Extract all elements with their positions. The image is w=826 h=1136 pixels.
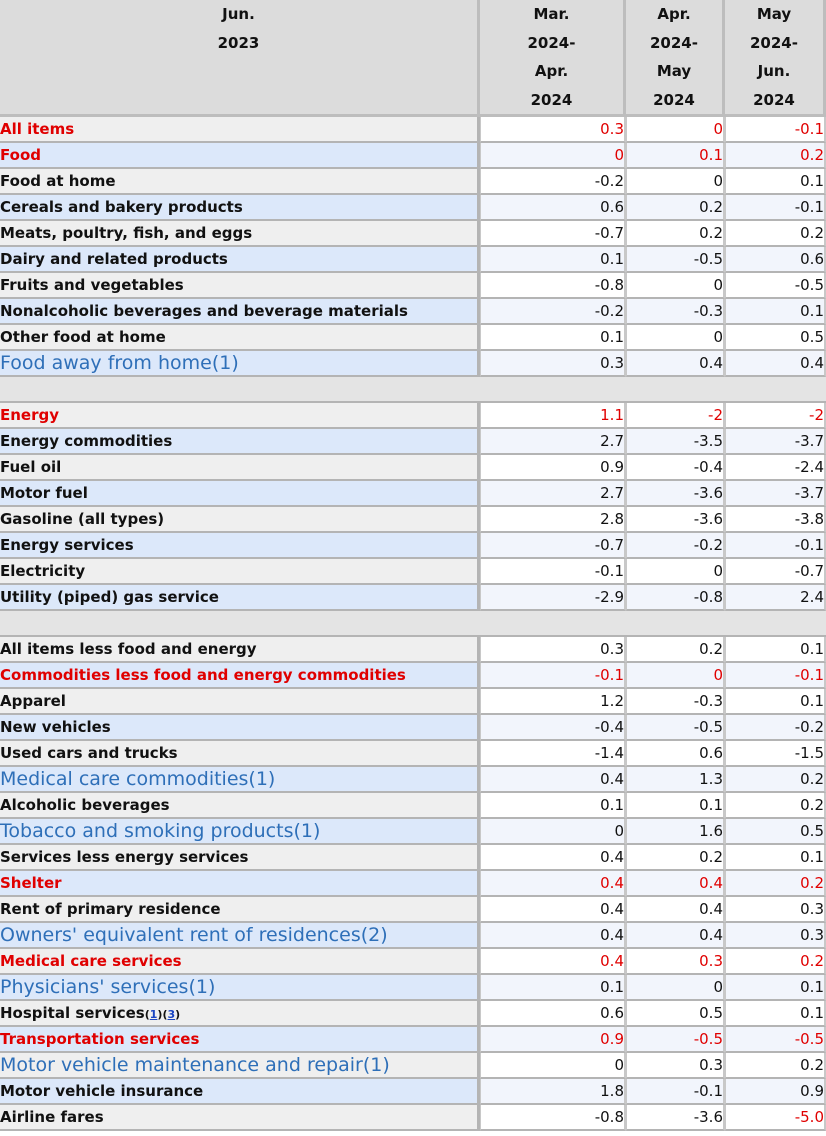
table-row bbox=[0, 663, 826, 689]
value-cell: 0.4 bbox=[725, 351, 826, 377]
header-col-line: 2024- bbox=[650, 33, 698, 52]
table-row bbox=[0, 819, 826, 845]
value-cell: 2.8 bbox=[480, 507, 626, 533]
table-row bbox=[0, 325, 826, 351]
row-label-text: Meats, poultry, fish, and eggs bbox=[0, 224, 253, 242]
value-cell: 0.5 bbox=[626, 1001, 725, 1027]
row-label bbox=[0, 143, 480, 169]
value-cell: 0 bbox=[626, 975, 725, 1001]
value-cell: 0.4 bbox=[480, 923, 626, 949]
row-label bbox=[0, 299, 480, 325]
value-cell: -0.7 bbox=[725, 559, 826, 585]
row-label-text: Food bbox=[0, 146, 41, 164]
header-col-line: May bbox=[756, 5, 792, 23]
row-label bbox=[0, 195, 480, 221]
value-cell: -0.5 bbox=[725, 1027, 826, 1053]
row-label bbox=[0, 637, 480, 663]
value-cell: 0.1 bbox=[725, 637, 826, 663]
value-cell: -3.6 bbox=[626, 507, 725, 533]
row-label-text: Medical care services bbox=[0, 952, 182, 970]
value-cell: -0.1 bbox=[480, 559, 626, 585]
value-cell: 0 bbox=[626, 559, 725, 585]
value-cell: -0.1 bbox=[725, 663, 826, 689]
row-label-text: Utility (piped) gas service bbox=[0, 588, 219, 606]
value-cell: -0.5 bbox=[626, 247, 725, 273]
spacer-cell bbox=[0, 611, 826, 637]
value-cell: 2.7 bbox=[480, 481, 626, 507]
row-label bbox=[0, 1105, 480, 1131]
value-cell: -3.6 bbox=[626, 1105, 725, 1131]
row-label bbox=[0, 741, 480, 767]
header-col-line: 2024- bbox=[527, 33, 576, 52]
value-cell: 0.3 bbox=[480, 351, 626, 377]
value-cell: -0.3 bbox=[626, 299, 725, 325]
row-label-text: Cereals and bakery products bbox=[0, 198, 243, 216]
value-cell: 0.9 bbox=[480, 1027, 626, 1053]
footnote-group: (1)(3) bbox=[144, 1008, 181, 1021]
value-cell: 0.1 bbox=[480, 793, 626, 819]
row-label bbox=[0, 559, 480, 585]
value-cell: -0.1 bbox=[725, 533, 826, 559]
row-label-text[interactable]: Physicians' services(1) bbox=[0, 976, 216, 998]
row-label-text: Used cars and trucks bbox=[0, 744, 178, 762]
value-cell: -2.4 bbox=[725, 455, 826, 481]
footnote-link[interactable]: 1 bbox=[149, 1008, 158, 1021]
table-row bbox=[0, 923, 826, 949]
table-row bbox=[0, 689, 826, 715]
row-label bbox=[0, 325, 480, 351]
value-cell: -0.5 bbox=[626, 715, 725, 741]
value-cell: 0.2 bbox=[626, 221, 725, 247]
table-row bbox=[0, 169, 826, 195]
value-cell: 0.3 bbox=[725, 923, 826, 949]
row-label-text: Dairy and related products bbox=[0, 250, 228, 268]
table-row bbox=[0, 143, 826, 169]
value-cell: -2.9 bbox=[480, 585, 626, 611]
row-label[interactable] bbox=[0, 819, 480, 845]
header-col-line: 2024 bbox=[530, 90, 573, 109]
value-cell: 0.4 bbox=[626, 351, 725, 377]
row-label bbox=[0, 715, 480, 741]
table-row bbox=[0, 429, 826, 455]
table-row bbox=[0, 637, 826, 663]
value-cell: -0.5 bbox=[725, 273, 826, 299]
row-label-text: Food at home bbox=[0, 172, 116, 190]
header-col-line: Jun. bbox=[757, 62, 791, 80]
value-cell: -0.4 bbox=[480, 715, 626, 741]
row-label bbox=[0, 117, 480, 143]
value-cell: 0.2 bbox=[725, 949, 826, 975]
value-cell: 0.4 bbox=[480, 871, 626, 897]
value-cell: -0.2 bbox=[480, 169, 626, 195]
header-col-line: Mar. bbox=[533, 5, 570, 23]
value-cell: -2 bbox=[626, 403, 725, 429]
value-cell: 0.6 bbox=[626, 741, 725, 767]
value-cell: -3.6 bbox=[626, 481, 725, 507]
value-cell: 0.3 bbox=[626, 1053, 725, 1079]
row-label[interactable] bbox=[0, 975, 480, 1001]
table-row bbox=[0, 715, 826, 741]
value-cell: -0.1 bbox=[480, 663, 626, 689]
value-cell: 0.1 bbox=[725, 689, 826, 715]
row-label bbox=[0, 403, 480, 429]
value-cell: -1.5 bbox=[725, 741, 826, 767]
row-label bbox=[0, 1079, 480, 1105]
value-cell: -3.7 bbox=[725, 481, 826, 507]
header-col-line: 2024 bbox=[653, 90, 695, 109]
value-cell: 0.5 bbox=[725, 819, 826, 845]
row-label-text[interactable]: Tobacco and smoking products(1) bbox=[0, 820, 321, 842]
row-label bbox=[0, 533, 480, 559]
row-label bbox=[0, 949, 480, 975]
table-row bbox=[0, 481, 826, 507]
row-label-text: Energy commodities bbox=[0, 432, 173, 450]
value-cell: -0.2 bbox=[626, 533, 725, 559]
value-cell: 0 bbox=[480, 819, 626, 845]
table-row bbox=[0, 897, 826, 923]
table-row bbox=[0, 1001, 826, 1027]
value-cell: 0.6 bbox=[725, 247, 826, 273]
table-row bbox=[0, 507, 826, 533]
value-cell: 0.1 bbox=[725, 299, 826, 325]
header-label-line: 2023 bbox=[217, 33, 260, 52]
value-cell: 0.2 bbox=[725, 767, 826, 793]
row-label bbox=[0, 689, 480, 715]
row-label[interactable] bbox=[0, 351, 480, 377]
value-cell: 0.1 bbox=[626, 143, 725, 169]
row-label-text: Hospital services bbox=[0, 1004, 145, 1022]
table-row bbox=[0, 845, 826, 871]
table-row bbox=[0, 299, 826, 325]
value-cell: -0.5 bbox=[626, 1027, 725, 1053]
value-cell: 1.2 bbox=[480, 689, 626, 715]
value-cell: 0.4 bbox=[480, 949, 626, 975]
row-label-text: Energy services bbox=[0, 536, 134, 554]
row-label bbox=[0, 897, 480, 923]
row-label-text: Services less energy services bbox=[0, 848, 249, 866]
value-cell: -5.0 bbox=[725, 1105, 826, 1131]
table-row bbox=[0, 273, 826, 299]
value-cell: 1.6 bbox=[626, 819, 725, 845]
row-label bbox=[0, 1001, 480, 1027]
table-row bbox=[0, 1105, 826, 1131]
value-cell: 0 bbox=[480, 143, 626, 169]
row-label[interactable] bbox=[0, 767, 480, 793]
value-cell: 0 bbox=[626, 273, 725, 299]
row-label-text: Airline fares bbox=[0, 1108, 104, 1126]
value-cell: 0 bbox=[626, 663, 725, 689]
value-cell: 1.8 bbox=[480, 1079, 626, 1105]
table-row bbox=[0, 1053, 826, 1079]
table-body bbox=[0, 117, 826, 1131]
value-cell: 1.1 bbox=[480, 403, 626, 429]
value-cell: 0.3 bbox=[480, 637, 626, 663]
row-label[interactable] bbox=[0, 1053, 480, 1079]
value-cell: 0.2 bbox=[626, 845, 725, 871]
table-row bbox=[0, 351, 826, 377]
value-cell: 0.4 bbox=[626, 923, 725, 949]
row-label-text[interactable]: Motor vehicle maintenance and repair(1) bbox=[0, 1054, 390, 1076]
table-row bbox=[0, 871, 826, 897]
row-label-text: New vehicles bbox=[0, 718, 111, 736]
table-row bbox=[0, 533, 826, 559]
value-cell: -0.3 bbox=[626, 689, 725, 715]
value-cell: -0.8 bbox=[480, 273, 626, 299]
row-label-text: Apparel bbox=[0, 692, 66, 710]
spacer-cell bbox=[0, 377, 826, 403]
header-col-line: 2024- bbox=[750, 33, 798, 52]
row-label-text: Other food at home bbox=[0, 328, 166, 346]
value-cell: 0.4 bbox=[480, 767, 626, 793]
table-row bbox=[0, 559, 826, 585]
row-label bbox=[0, 663, 480, 689]
row-label-text: Fruits and vegetables bbox=[0, 276, 184, 294]
value-cell: 0.2 bbox=[626, 195, 725, 221]
value-cell: 0.2 bbox=[725, 793, 826, 819]
value-cell: -0.2 bbox=[725, 715, 826, 741]
value-cell: 0.4 bbox=[480, 897, 626, 923]
row-label bbox=[0, 247, 480, 273]
value-cell: 0.1 bbox=[725, 1001, 826, 1027]
row-label-text: Electricity bbox=[0, 562, 86, 580]
value-cell: 0.6 bbox=[480, 195, 626, 221]
row-label bbox=[0, 429, 480, 455]
value-cell: 0 bbox=[626, 325, 725, 351]
value-cell: 0.5 bbox=[725, 325, 826, 351]
table-row bbox=[0, 585, 826, 611]
header-col-line: Apr. bbox=[534, 62, 569, 80]
value-cell: 0.1 bbox=[480, 247, 626, 273]
value-cell: 0 bbox=[626, 169, 725, 195]
value-cell: -3.8 bbox=[725, 507, 826, 533]
value-cell: -0.7 bbox=[480, 533, 626, 559]
value-cell: 0.4 bbox=[626, 871, 725, 897]
header-row bbox=[0, 0, 826, 117]
header-col-may-jun bbox=[725, 0, 826, 117]
table-row bbox=[0, 793, 826, 819]
value-cell: 0.4 bbox=[480, 845, 626, 871]
value-cell: -0.1 bbox=[725, 195, 826, 221]
row-label-text: All items bbox=[0, 120, 75, 138]
table-row bbox=[0, 741, 826, 767]
value-cell: -3.7 bbox=[725, 429, 826, 455]
header-label-line: Jun. bbox=[222, 5, 255, 23]
value-cell: 0.2 bbox=[725, 143, 826, 169]
value-cell: 0.1 bbox=[725, 845, 826, 871]
value-cell: 0 bbox=[626, 117, 725, 143]
row-label-text: Shelter bbox=[0, 874, 62, 892]
value-cell: 0.1 bbox=[480, 325, 626, 351]
spacer-row bbox=[0, 611, 826, 637]
row-label-text: Gasoline (all types) bbox=[0, 510, 165, 528]
table-row bbox=[0, 403, 826, 429]
row-label bbox=[0, 585, 480, 611]
value-cell: 0.3 bbox=[480, 117, 626, 143]
row-label bbox=[0, 273, 480, 299]
table-row bbox=[0, 247, 826, 273]
value-cell: -0.8 bbox=[626, 585, 725, 611]
value-cell: 0.1 bbox=[725, 975, 826, 1001]
row-label bbox=[0, 169, 480, 195]
value-cell: 0.2 bbox=[725, 1053, 826, 1079]
value-cell: -0.4 bbox=[626, 455, 725, 481]
table-row bbox=[0, 1027, 826, 1053]
value-cell: 0.6 bbox=[480, 1001, 626, 1027]
row-label-text: Motor vehicle insurance bbox=[0, 1082, 204, 1100]
row-label bbox=[0, 481, 480, 507]
table-row bbox=[0, 975, 826, 1001]
value-cell: 0.1 bbox=[725, 169, 826, 195]
row-label-text: Energy bbox=[0, 406, 60, 424]
value-cell: -2 bbox=[725, 403, 826, 429]
header-label-cell bbox=[0, 0, 480, 117]
row-label-text: Nonalcoholic beverages and beverage materials bbox=[0, 302, 408, 320]
row-label-text: Motor fuel bbox=[0, 484, 88, 502]
table-row bbox=[0, 1079, 826, 1105]
value-cell: 0.2 bbox=[725, 221, 826, 247]
value-cell: 0.2 bbox=[725, 871, 826, 897]
row-label-text[interactable]: Food away from home(1) bbox=[0, 352, 239, 374]
value-cell: -3.5 bbox=[626, 429, 725, 455]
spacer-row bbox=[0, 377, 826, 403]
row-label-text: All items less food and energy bbox=[0, 640, 257, 658]
row-label-text: Alcoholic beverages bbox=[0, 796, 170, 814]
row-label-text: Transportation services bbox=[0, 1030, 200, 1048]
value-cell: 0.1 bbox=[626, 793, 725, 819]
header-col-line: 2024 bbox=[753, 90, 795, 109]
value-cell: -1.4 bbox=[480, 741, 626, 767]
table-row bbox=[0, 117, 826, 143]
row-label bbox=[0, 455, 480, 481]
table-row bbox=[0, 455, 826, 481]
footnote-link[interactable]: 3 bbox=[167, 1008, 176, 1021]
value-cell: 2.4 bbox=[725, 585, 826, 611]
header-col-line: Apr. bbox=[657, 5, 691, 23]
row-label-text: Rent of primary residence bbox=[0, 900, 221, 918]
value-cell: -0.1 bbox=[626, 1079, 725, 1105]
row-label bbox=[0, 793, 480, 819]
header-col-line: May bbox=[656, 62, 692, 80]
header-col-apr-may bbox=[626, 0, 725, 117]
value-cell: 0.9 bbox=[725, 1079, 826, 1105]
header-col-mar-apr bbox=[480, 0, 626, 117]
row-label-text[interactable]: Medical care commodities(1) bbox=[0, 768, 276, 790]
table-row bbox=[0, 949, 826, 975]
row-label bbox=[0, 1027, 480, 1053]
value-cell: 0.3 bbox=[725, 897, 826, 923]
value-cell: -0.2 bbox=[480, 299, 626, 325]
row-label[interactable] bbox=[0, 923, 480, 949]
row-label bbox=[0, 507, 480, 533]
table-row bbox=[0, 767, 826, 793]
value-cell: -0.1 bbox=[725, 117, 826, 143]
row-label-text: Fuel oil bbox=[0, 458, 62, 476]
value-cell: -0.7 bbox=[480, 221, 626, 247]
row-label-text[interactable]: Owners' equivalent rent of residences(2) bbox=[0, 924, 388, 946]
value-cell: 0.4 bbox=[626, 897, 725, 923]
value-cell: 0.2 bbox=[626, 637, 725, 663]
value-cell: -0.8 bbox=[480, 1105, 626, 1131]
value-cell: 0 bbox=[480, 1053, 626, 1079]
row-label bbox=[0, 845, 480, 871]
row-label bbox=[0, 871, 480, 897]
table-row bbox=[0, 221, 826, 247]
table-row bbox=[0, 195, 826, 221]
value-cell: 1.3 bbox=[626, 767, 725, 793]
value-cell: 0.9 bbox=[480, 455, 626, 481]
row-label-text: Commodities less food and energy commodities bbox=[0, 666, 406, 684]
value-cell: 2.7 bbox=[480, 429, 626, 455]
row-label bbox=[0, 221, 480, 247]
value-cell: 0.1 bbox=[480, 975, 626, 1001]
value-cell: 0.3 bbox=[626, 949, 725, 975]
